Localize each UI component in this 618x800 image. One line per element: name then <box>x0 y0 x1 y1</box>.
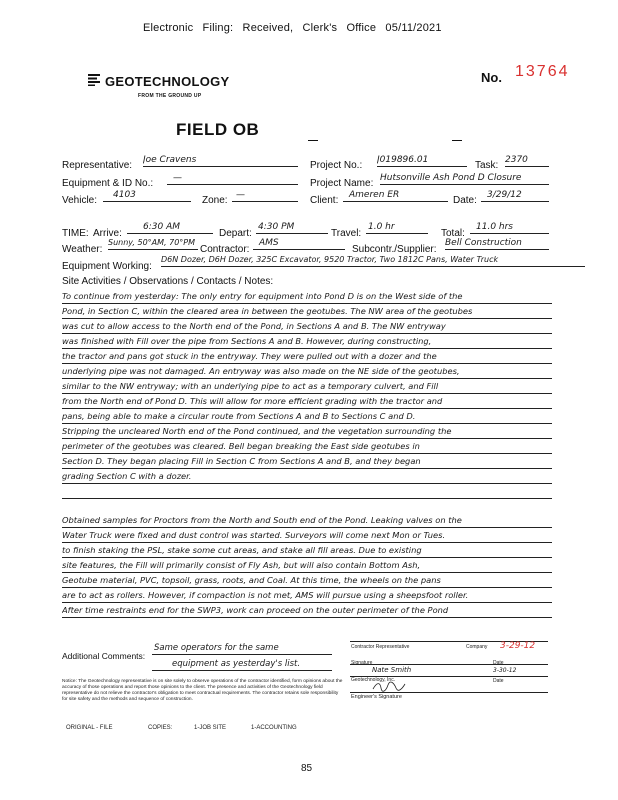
project-name-label: Project Name: <box>310 178 374 189</box>
note-line: perimeter of the geotubes was cleared. Bell began breaking the East side geotubes in <box>62 440 552 454</box>
signature-rule <box>350 692 548 693</box>
note-line: was cut to allow access to the North end of the Pond, in Sections A and B. The NW entryway <box>62 320 552 334</box>
equipment-id-label: Equipment & ID No.: <box>62 178 154 189</box>
zone-value: — <box>232 190 298 202</box>
note-line: are to act as rollers. However, if compaction is not met, AMS will pursue using a sheepsfoot roller. <box>62 589 552 603</box>
engineer-signature-icon <box>372 680 406 692</box>
divider <box>452 140 462 141</box>
contractor-value: AMS <box>253 238 345 250</box>
note-line: similar to the NW entryway; with an underlying pipe to act as a temporary culvert, and Fill <box>62 380 552 394</box>
company-value: 3-29-12 <box>500 641 536 651</box>
equipment-working-label: Equipment Working: <box>62 261 152 272</box>
geotech-label: Geotechnology, Inc. <box>351 677 396 683</box>
project-no-value: J019896.01 <box>377 155 467 167</box>
note-line: to finish staking the PSL, stake some cut areas, and stake all fill areas. Due to existing <box>62 544 552 558</box>
page-number: 85 <box>301 763 313 774</box>
note-line: grading Section C with a dozer. <box>62 470 552 484</box>
logo-tagline: FROM THE GROUND UP <box>138 93 202 99</box>
note-line: Water Truck were fixed and dust control was started. Surveyors will come next Mon or Tues. <box>62 529 552 543</box>
representative-label: Representative: <box>62 160 133 171</box>
footer-accounting: 1-ACCOUNTING <box>251 725 297 731</box>
company-logo <box>88 71 258 107</box>
total-value: 11.0 hrs <box>470 222 549 234</box>
report-number-value: 13764 <box>515 63 570 80</box>
engineer-signature-label: Engineer's Signature <box>351 694 402 700</box>
signature-value: Nate Smith <box>372 666 412 674</box>
equipment-id-value: — <box>167 173 298 185</box>
travel-label: Travel: <box>331 228 362 239</box>
footer-job-site: 1-JOB SITE <box>194 725 227 731</box>
representative-value: Joe Cravens <box>143 155 298 167</box>
notice-text: Notice: The Geotechnology representative is on site solely to observe operations of the contractor identified, form opinions about the accuracy of those operations and report those opinions to the client. The presence and activities of the Geotechnology field representative do not relieve the contractor's obligation to meet contractual requirements. The contractor retains sole responsibility for site safety and the methods and sequence of construction. <box>62 679 343 702</box>
travel-value: 1.0 hr <box>366 222 428 234</box>
date2-label: Date <box>493 678 504 684</box>
total-label: Total: <box>441 228 465 239</box>
task-value: 2370 <box>505 155 549 167</box>
note-line: the tractor and pans got stuck in the entryway. They were pulled out with a dozer and the <box>62 350 552 364</box>
note-line: Pond, in Section C, within the cleared area in between the geotubes. The NW area of the geotubes <box>62 305 552 319</box>
note-line: Stripping the uncleared North end of the Pond continued, and the vegetation surrounding the <box>62 425 552 439</box>
additional-comments-line: equipment as yesterday's list. <box>152 659 332 671</box>
equipment-working-value: D6N Dozer, D6H Dozer, 325C Excavator, 9520 Tractor, Two 1812C Pans, Water Truck <box>161 255 585 267</box>
vehicle-value: 4103 <box>103 190 191 202</box>
site-activities-label: Site Activities / Observations / Contacts / Notes: <box>62 276 274 287</box>
additional-comments-label: Additional Comments: <box>62 651 146 661</box>
date-signature-label: Date <box>493 660 504 666</box>
vehicle-label: Vehicle: <box>62 195 98 206</box>
time-label: TIME: <box>62 228 89 239</box>
depart-value: 4:30 PM <box>256 222 328 234</box>
signature-label: Signature <box>351 660 373 666</box>
note-line <box>62 485 552 499</box>
filing-header: Electronic Filing: Received, Clerk's Office 05/11/2021 <box>143 22 442 34</box>
contractor-label: Contractor: <box>200 244 250 255</box>
note-line: Section D. They began placing Fill in Section C from Sections A and B, and they began <box>62 455 552 469</box>
depart-label: Depart: <box>219 228 252 239</box>
date-value: 3/29/12 <box>481 190 549 202</box>
note-line: site features, the Fill will primarily consist of Fly Ash, but will also contain Bottom Ash, <box>62 559 552 573</box>
note-line: After time restraints end for the SWP3, work can proceed on the outer perimeter of the Pond <box>62 604 552 618</box>
note-line: was finished with Fill over the pipe from Sections A and B. However, during constructing, <box>62 335 552 349</box>
note-line: from the North end of Pond D. This will allow for more efficient grading with the tractor and <box>62 395 552 409</box>
footer-original: ORIGINAL - FILE <box>66 725 113 731</box>
note-line: Obtained samples for Proctors from the North and South end of the Pond. Leaking valves on the <box>62 514 552 528</box>
project-no-label: Project No.: <box>310 160 363 171</box>
logo-mark-icon <box>88 74 100 86</box>
subcontr-label: Subcontr./Supplier: <box>352 244 437 255</box>
note-line: Geotube material, PVC, topsoil, grass, roots, and Coal. At this time, the wheels on the pans <box>62 574 552 588</box>
arrive-value: 6:30 AM <box>127 222 213 234</box>
subcontr-value: Bell Construction <box>445 238 549 250</box>
signature-rule <box>350 664 548 665</box>
project-name-value: Hutsonville Ash Pond D Closure <box>380 173 549 185</box>
note-line: pans, being able to make a circular route from Sections A and B to Sections C and D. <box>62 410 552 424</box>
form-title: FIELD OB <box>176 120 260 139</box>
additional-comments-line: Same operators for the same <box>152 643 332 655</box>
contractor-rep-label: Contractor Representative <box>351 644 410 650</box>
date-signature-value: 3-30-12 <box>493 667 517 674</box>
client-value: Ameren ER <box>343 190 448 202</box>
client-label: Client: <box>310 195 339 206</box>
note-line: underlying pipe was not damaged. An entryway was also made on the NE side of the geotubes, <box>62 365 552 379</box>
report-number-label: No. <box>481 70 502 85</box>
task-label: Task: <box>475 160 499 171</box>
divider <box>308 140 318 141</box>
note-line: To continue from yesterday: The only entry for equipment into Pond D is on the West side of the <box>62 290 552 304</box>
zone-label: Zone: <box>202 195 228 206</box>
logo-name: GEOTECHNOLOGY <box>105 74 230 89</box>
weather-label: Weather: <box>62 244 103 255</box>
arrive-label: Arrive: <box>93 228 122 239</box>
weather-value: Sunny, 50°AM, 70°PM <box>108 238 198 250</box>
footer-copies: COPIES: <box>148 725 173 731</box>
date-label: Date: <box>453 195 477 206</box>
company-label: Company <box>466 644 488 650</box>
